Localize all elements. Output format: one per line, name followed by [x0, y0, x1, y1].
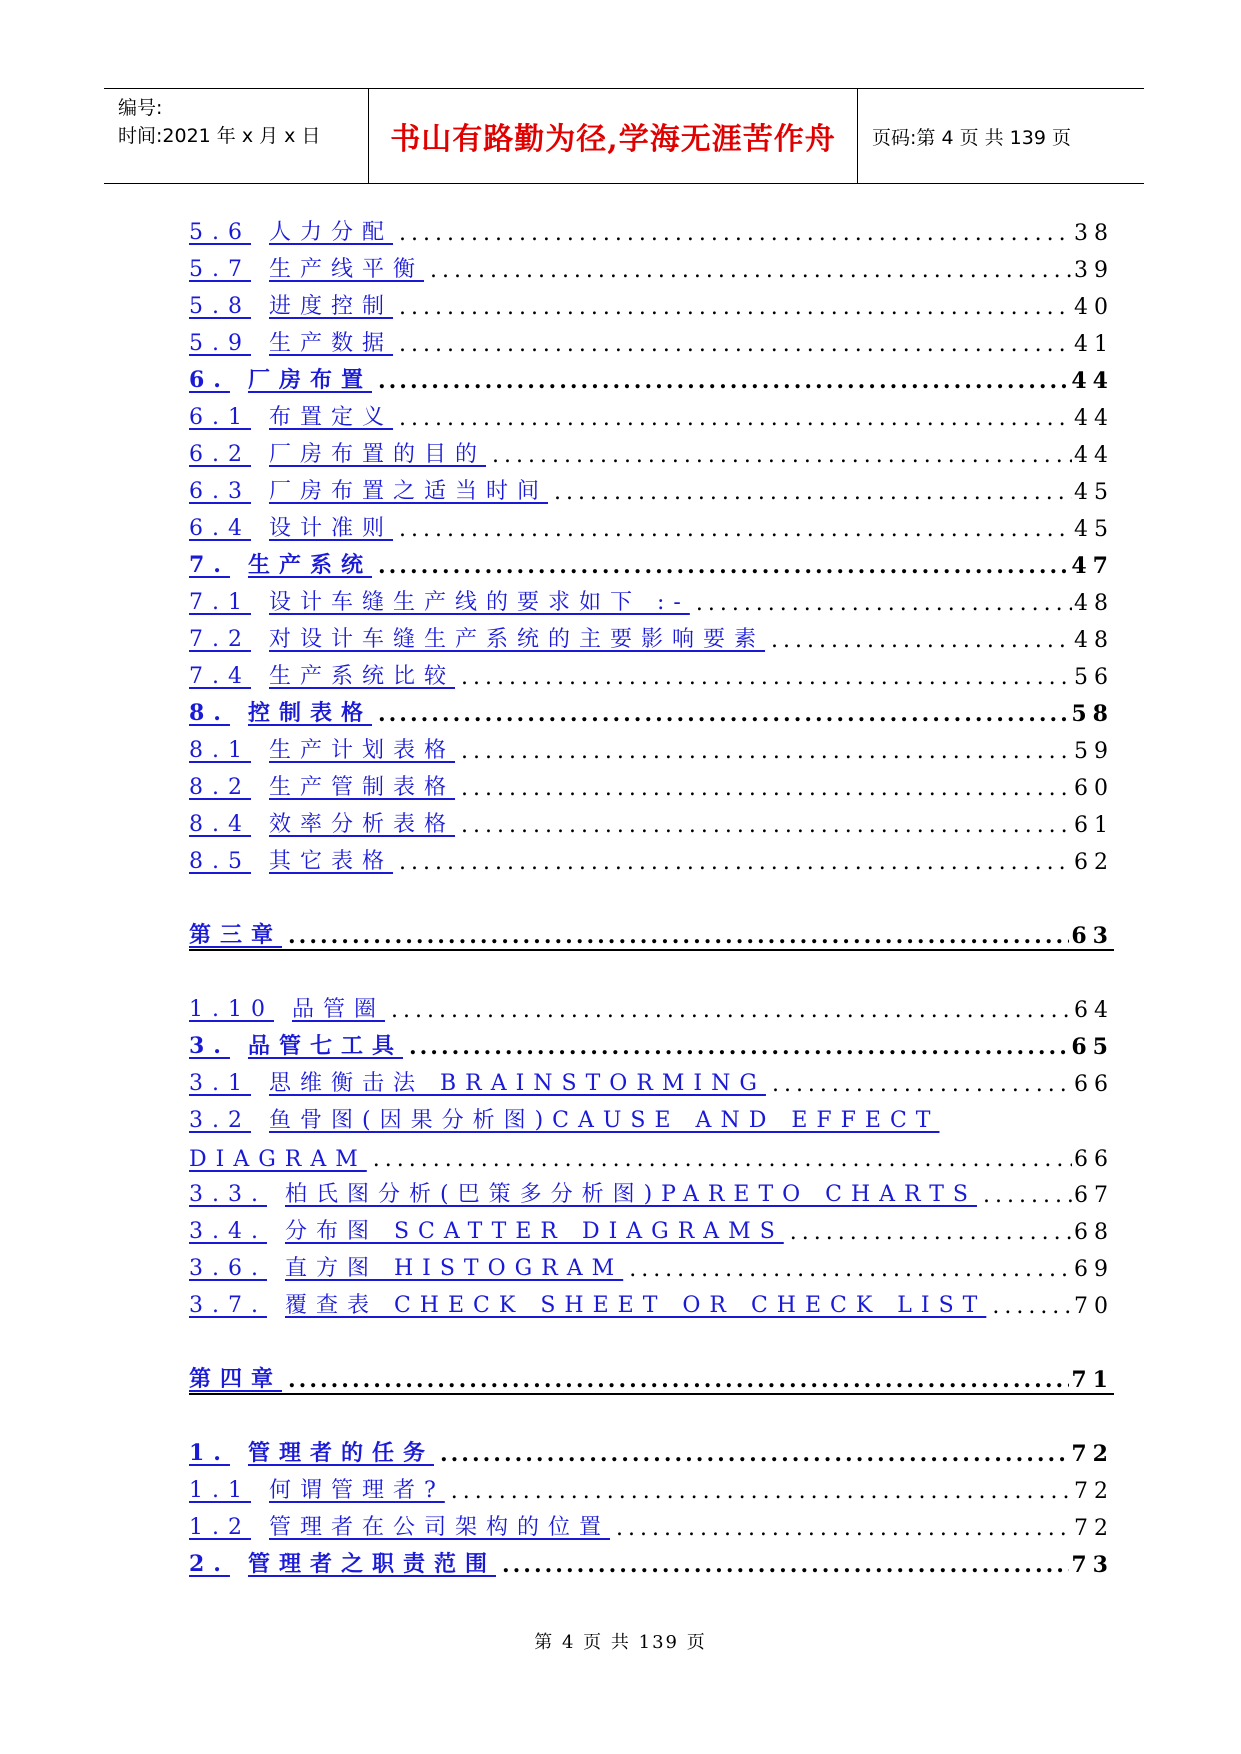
toc-page: 70 — [1074, 1294, 1114, 1319]
toc-link[interactable]: 5.6 人力分配 — [189, 220, 394, 245]
dot-leader — [977, 1183, 1072, 1208]
toc-entry[interactable] — [189, 1172, 1114, 1208]
toc-page: 62 — [1074, 850, 1114, 875]
dot-leader — [623, 1257, 1072, 1282]
header-meta-cell — [104, 89, 368, 183]
toc-entry[interactable] — [189, 580, 1114, 616]
dot-leader — [690, 591, 1072, 616]
dot-leader — [393, 406, 1072, 431]
toc-link[interactable]: DIAGRAM — [189, 1147, 367, 1172]
toc-entry[interactable] — [189, 247, 1114, 283]
toc-link[interactable]: 3.3. 柏氏图分析(巴策多分析图)PARETO CHARTS — [189, 1182, 977, 1207]
dot-leader — [766, 1072, 1072, 1097]
dot-leader — [372, 701, 1069, 727]
toc-page: 40 — [1074, 295, 1114, 320]
toc-link[interactable]: 7.4 生产系统比较 — [189, 664, 456, 689]
toc-section-entry[interactable] — [189, 691, 1114, 727]
dot-leader — [282, 923, 1069, 949]
toc-page: 38 — [1074, 221, 1114, 246]
toc-link[interactable]: 1.2 管理者在公司架构的位置 — [189, 1515, 611, 1540]
toc-page: 63 — [1071, 923, 1114, 949]
toc-section-entry[interactable] — [189, 358, 1114, 394]
dot-leader — [784, 1220, 1072, 1245]
dot-leader — [424, 258, 1072, 283]
dot-leader — [455, 776, 1072, 801]
dot-leader — [393, 332, 1072, 357]
toc-link[interactable]: 6.2 厂房布置的目的 — [189, 442, 487, 467]
toc-page: 45 — [1074, 517, 1114, 542]
toc-entry-wrapped[interactable] — [189, 1098, 1114, 1134]
toc-link[interactable]: 6.1 布置定义 — [189, 405, 394, 430]
dot-leader — [403, 1034, 1069, 1060]
toc-page: 69 — [1074, 1257, 1114, 1282]
toc-link[interactable]: 第四章 — [189, 1366, 283, 1392]
toc-entry[interactable] — [189, 432, 1114, 468]
toc-link[interactable]: 3.1 思维衡击法 BRAINSTORMING — [189, 1071, 766, 1096]
dot-leader — [367, 1147, 1072, 1172]
toc-section-entry[interactable] — [189, 1431, 1114, 1467]
toc-page: 72 — [1071, 1441, 1114, 1467]
toc-link[interactable]: 6. 厂房布置 — [189, 367, 372, 393]
toc-entry[interactable] — [189, 1061, 1114, 1097]
toc-link[interactable]: 8.1 生产计划表格 — [189, 738, 456, 763]
toc-page: 61 — [1074, 813, 1114, 838]
toc-link[interactable]: 6.4 设计准则 — [189, 516, 394, 541]
toc-section-entry[interactable] — [189, 1024, 1114, 1060]
dot-leader — [393, 221, 1072, 246]
dot-leader — [548, 480, 1072, 505]
dot-leader — [372, 553, 1069, 579]
toc-page: 48 — [1074, 591, 1114, 616]
toc-entry[interactable] — [189, 617, 1114, 653]
dot-leader — [393, 517, 1072, 542]
toc-entry[interactable] — [189, 765, 1114, 801]
toc-link[interactable]: 8.5 其它表格 — [189, 849, 394, 874]
toc-link[interactable]: 8.4 效率分析表格 — [189, 812, 456, 837]
toc-link[interactable]: 8. 控制表格 — [189, 700, 372, 726]
toc-page: 44 — [1074, 443, 1114, 468]
dot-leader — [434, 1441, 1069, 1467]
toc-page: 67 — [1074, 1183, 1114, 1208]
toc-link[interactable]: 3.6. 直方图 HISTOGRAM — [189, 1256, 624, 1281]
toc-page: 60 — [1074, 776, 1114, 801]
dot-leader — [496, 1552, 1069, 1578]
toc-link[interactable]: 7.2 对设计车缝生产系统的主要影响要素 — [189, 627, 766, 652]
toc-link[interactable]: 3. 品管七工具 — [189, 1033, 403, 1059]
toc-page: 68 — [1074, 1220, 1114, 1245]
toc-entry[interactable] — [189, 210, 1114, 246]
dot-leader — [282, 1367, 1069, 1393]
toc-link[interactable]: 1.1 何谓管理者? — [189, 1478, 445, 1503]
toc-entry[interactable] — [189, 1468, 1114, 1504]
dot-leader — [445, 1479, 1072, 1504]
toc-page: 39 — [1074, 258, 1114, 283]
dot-leader — [486, 443, 1072, 468]
dot-leader — [765, 628, 1072, 653]
dot-leader — [393, 850, 1072, 875]
toc-entry[interactable] — [189, 1505, 1114, 1541]
header-motto-cell — [368, 89, 858, 183]
toc-entry[interactable] — [189, 654, 1114, 690]
toc-page: 44 — [1074, 406, 1114, 431]
toc-link[interactable]: 第三章 — [189, 922, 283, 948]
toc-page: 65 — [1071, 1034, 1114, 1060]
toc-section-entry[interactable] — [189, 1542, 1114, 1578]
toc-link[interactable]: 3.7. 覆查表 CHECK SHEET OR CHECK LIST — [189, 1293, 987, 1318]
toc-page: 59 — [1074, 739, 1114, 764]
toc-link[interactable]: 1.10 品管圈 — [189, 997, 385, 1022]
toc-page: 66 — [1074, 1072, 1114, 1097]
toc-page: 73 — [1071, 1552, 1114, 1578]
toc-page: 66 — [1074, 1147, 1114, 1172]
toc-link[interactable]: 8.2 生产管制表格 — [189, 775, 456, 800]
toc-entry[interactable] — [189, 1136, 1114, 1172]
toc-entry[interactable] — [189, 284, 1114, 320]
toc-link[interactable]: 7.1 设计车缝生产线的要求如下 :- — [189, 590, 690, 615]
dot-leader — [385, 998, 1072, 1023]
dot-leader — [455, 813, 1072, 838]
header-page-cell — [858, 89, 1144, 183]
toc-page: 45 — [1074, 480, 1114, 505]
dot-leader — [393, 295, 1072, 320]
toc-entry[interactable] — [189, 839, 1114, 875]
toc-page: 72 — [1074, 1516, 1114, 1541]
toc-entry[interactable] — [189, 987, 1114, 1023]
toc-page: 72 — [1074, 1479, 1114, 1504]
dot-leader — [372, 368, 1069, 394]
toc-entry[interactable] — [189, 802, 1114, 838]
toc-page: 47 — [1071, 553, 1114, 579]
number-label: 编号: — [118, 97, 163, 119]
dot-leader — [986, 1294, 1072, 1319]
toc-entry[interactable] — [189, 728, 1114, 764]
toc-page: 71 — [1071, 1367, 1114, 1393]
toc-link[interactable]: 3.4. 分布图 SCATTER DIAGRAMS — [189, 1219, 784, 1244]
time-label: 时间:2021 年 x 月 x 日 — [118, 125, 321, 147]
toc-link[interactable]: 1. 管理者的任务 — [189, 1440, 434, 1466]
toc-link[interactable]: 3.2 鱼骨图(因果分析图)CAUSE AND EFFECT — [189, 1108, 940, 1133]
toc-page: 64 — [1074, 998, 1114, 1023]
toc-link[interactable]: 5.9 生产数据 — [189, 331, 394, 356]
toc-page: 41 — [1074, 332, 1114, 357]
toc-entry[interactable] — [189, 506, 1114, 542]
toc-page: 44 — [1071, 368, 1114, 394]
toc-entry[interactable] — [189, 1246, 1114, 1282]
toc-link[interactable]: 5.8 进度控制 — [189, 294, 394, 319]
page-footer: 第 4 页 共 139 页 — [534, 1632, 707, 1653]
dot-leader — [610, 1516, 1072, 1541]
toc-link[interactable]: 5.7 生产线平衡 — [189, 257, 425, 282]
toc-link[interactable]: 2. 管理者之职责范围 — [189, 1551, 496, 1577]
dot-leader — [455, 665, 1072, 690]
toc-page: 58 — [1071, 701, 1114, 727]
toc-entry[interactable] — [189, 321, 1114, 357]
toc-section-entry[interactable] — [189, 543, 1114, 579]
page-number-label: 页码:第 4 页 共 139 页 — [872, 126, 1071, 149]
toc-page: 48 — [1074, 628, 1114, 653]
header-table — [104, 88, 1144, 184]
toc-chapter-entry[interactable] — [189, 1357, 1114, 1395]
toc-page: 56 — [1074, 665, 1114, 690]
motto: 书山有路勤为径,学海无涯苦作舟 — [390, 122, 836, 157]
toc-entry[interactable] — [189, 395, 1114, 431]
toc-link[interactable]: 6.3 厂房布置之适当时间 — [189, 479, 549, 504]
toc-chapter-entry[interactable] — [189, 913, 1114, 951]
toc-entry[interactable] — [189, 469, 1114, 505]
dot-leader — [455, 739, 1072, 764]
toc-link[interactable]: 7. 生产系统 — [189, 552, 372, 578]
toc-entry[interactable] — [189, 1283, 1114, 1319]
toc-entry[interactable] — [189, 1209, 1114, 1245]
